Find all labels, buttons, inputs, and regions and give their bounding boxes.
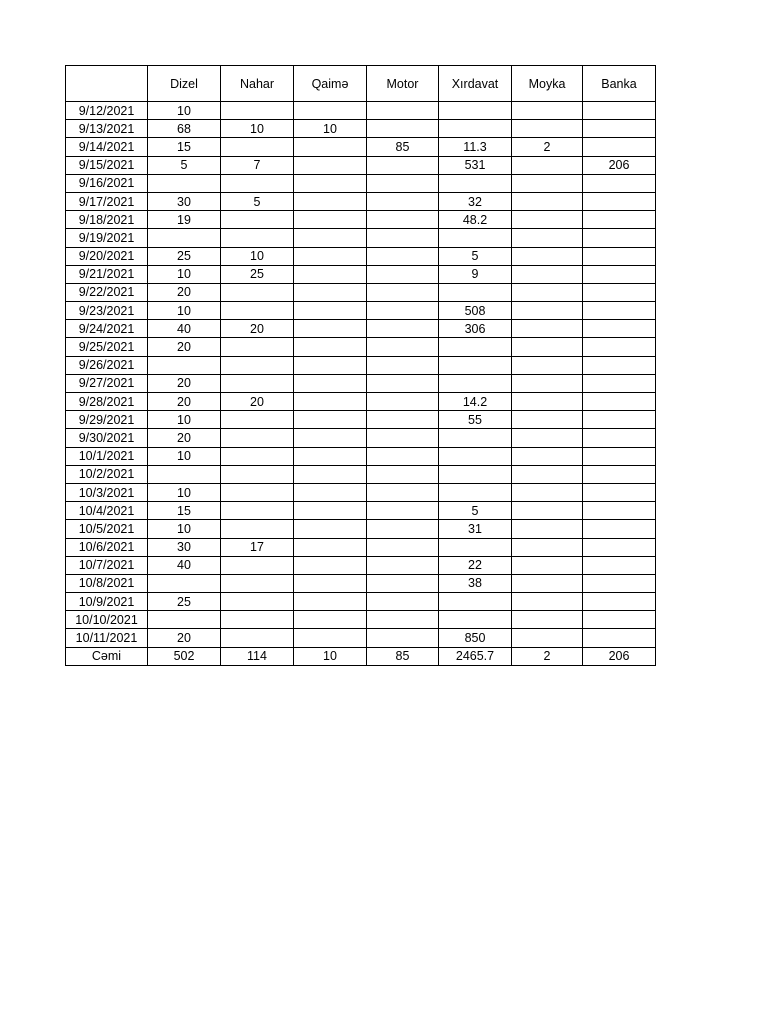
header-nahar[interactable]: Nahar [221, 66, 294, 102]
cell-banka[interactable] [583, 338, 656, 356]
cell-motor[interactable] [367, 574, 439, 592]
cell-dizel[interactable]: 40 [148, 556, 221, 574]
cell-nahar[interactable] [221, 611, 294, 629]
cell-moyka[interactable] [512, 629, 583, 647]
cell-xirdavat[interactable]: 531 [439, 156, 512, 174]
cell-dizel[interactable]: 25 [148, 247, 221, 265]
cell-motor[interactable] [367, 429, 439, 447]
cell-nahar[interactable] [221, 593, 294, 611]
header-xirdavat[interactable]: Xırdavat [439, 66, 512, 102]
cell-motor[interactable] [367, 538, 439, 556]
cell-banka[interactable] [583, 611, 656, 629]
header-banka[interactable]: Banka [583, 66, 656, 102]
cell-motor[interactable] [367, 611, 439, 629]
cell-motor[interactable] [367, 520, 439, 538]
cell-nahar[interactable]: 25 [221, 265, 294, 283]
cell-qaime[interactable] [294, 320, 367, 338]
cell-nahar[interactable] [221, 629, 294, 647]
cell-xirdavat[interactable] [439, 374, 512, 392]
total-moyka[interactable]: 2 [512, 647, 583, 665]
cell-nahar[interactable] [221, 465, 294, 483]
table-row [66, 611, 656, 629]
cell-nahar[interactable] [221, 502, 294, 520]
cell-moyka[interactable] [512, 502, 583, 520]
cell-xirdavat[interactable]: 32 [439, 192, 512, 210]
cell-moyka[interactable] [512, 447, 583, 465]
cell-moyka[interactable] [512, 538, 583, 556]
cell-xirdavat[interactable] [439, 593, 512, 611]
cell-moyka[interactable] [512, 302, 583, 320]
cell-dizel[interactable]: 30 [148, 192, 221, 210]
cell-nahar[interactable] [221, 411, 294, 429]
cell-xirdavat[interactable]: 48.2 [439, 211, 512, 229]
cell-date[interactable]: 9/16/2021 [66, 174, 148, 192]
cell-xirdavat[interactable] [439, 465, 512, 483]
cell-xirdavat[interactable] [439, 120, 512, 138]
cell-xirdavat[interactable] [439, 229, 512, 247]
cell-nahar[interactable] [221, 483, 294, 501]
cell-nahar[interactable] [221, 174, 294, 192]
cell-moyka[interactable] [512, 102, 583, 120]
cell-date[interactable]: 9/17/2021 [66, 192, 148, 210]
table-row [66, 338, 656, 356]
total-nahar[interactable]: 114 [221, 647, 294, 665]
cell-motor[interactable] [367, 411, 439, 429]
cell-dizel[interactable]: 15 [148, 502, 221, 520]
cell-moyka[interactable] [512, 211, 583, 229]
table-row [66, 374, 656, 392]
header-row [66, 66, 656, 102]
cell-qaime[interactable] [294, 447, 367, 465]
cell-xirdavat[interactable] [439, 283, 512, 301]
cell-xirdavat[interactable] [439, 611, 512, 629]
cell-banka[interactable] [583, 356, 656, 374]
table-row [66, 138, 656, 156]
cell-motor[interactable] [367, 283, 439, 301]
cell-banka[interactable] [583, 538, 656, 556]
cell-date[interactable]: 10/2/2021 [66, 465, 148, 483]
cell-dizel[interactable]: 10 [148, 265, 221, 283]
cell-nahar[interactable]: 20 [221, 393, 294, 411]
cell-motor[interactable] [367, 247, 439, 265]
cell-xirdavat[interactable]: 508 [439, 302, 512, 320]
cell-banka[interactable] [583, 520, 656, 538]
cell-xirdavat[interactable] [439, 483, 512, 501]
cell-banka[interactable] [583, 502, 656, 520]
cell-moyka[interactable] [512, 393, 583, 411]
table-row [66, 247, 656, 265]
cell-nahar[interactable]: 7 [221, 156, 294, 174]
cell-qaime[interactable] [294, 538, 367, 556]
cell-qaime[interactable] [294, 265, 367, 283]
cell-dizel[interactable]: 30 [148, 538, 221, 556]
cell-nahar[interactable]: 17 [221, 538, 294, 556]
cell-dizel[interactable]: 5 [148, 156, 221, 174]
cell-nahar[interactable] [221, 211, 294, 229]
header-motor[interactable]: Motor [367, 66, 439, 102]
cell-nahar[interactable]: 10 [221, 247, 294, 265]
cell-moyka[interactable] [512, 374, 583, 392]
cell-motor[interactable] [367, 229, 439, 247]
cell-xirdavat[interactable] [439, 356, 512, 374]
cell-xirdavat[interactable]: 5 [439, 502, 512, 520]
total-motor[interactable]: 85 [367, 647, 439, 665]
cell-motor[interactable] [367, 156, 439, 174]
cell-qaime[interactable] [294, 174, 367, 192]
header-moyka[interactable]: Moyka [512, 66, 583, 102]
cell-banka[interactable] [583, 174, 656, 192]
cell-motor[interactable] [367, 320, 439, 338]
totals-row [66, 647, 656, 665]
cell-moyka[interactable] [512, 192, 583, 210]
cell-motor[interactable] [367, 374, 439, 392]
cell-date[interactable]: 10/1/2021 [66, 447, 148, 465]
cell-moyka[interactable]: 2 [512, 138, 583, 156]
table-row [66, 538, 656, 556]
cell-nahar[interactable] [221, 338, 294, 356]
cell-date[interactable]: 9/27/2021 [66, 374, 148, 392]
table-row [66, 283, 656, 301]
cell-qaime[interactable] [294, 247, 367, 265]
total-qaime[interactable]: 10 [294, 647, 367, 665]
cell-nahar[interactable]: 10 [221, 120, 294, 138]
cell-qaime[interactable] [294, 593, 367, 611]
cell-dizel[interactable]: 25 [148, 593, 221, 611]
cell-date[interactable]: 10/11/2021 [66, 629, 148, 647]
cell-banka[interactable] [583, 120, 656, 138]
cell-nahar[interactable]: 5 [221, 192, 294, 210]
cell-moyka[interactable] [512, 411, 583, 429]
cell-moyka[interactable] [512, 356, 583, 374]
cell-motor[interactable] [367, 338, 439, 356]
cell-qaime[interactable] [294, 556, 367, 574]
cell-motor[interactable] [367, 192, 439, 210]
cell-date[interactable]: 9/18/2021 [66, 211, 148, 229]
cell-date[interactable]: 9/25/2021 [66, 338, 148, 356]
table-row [66, 411, 656, 429]
cell-xirdavat[interactable]: 55 [439, 411, 512, 429]
cell-moyka[interactable] [512, 120, 583, 138]
cell-motor[interactable] [367, 502, 439, 520]
cell-dizel[interactable]: 20 [148, 393, 221, 411]
cell-dizel[interactable]: 10 [148, 447, 221, 465]
cell-qaime[interactable] [294, 411, 367, 429]
cell-xirdavat[interactable] [439, 429, 512, 447]
cell-banka[interactable] [583, 574, 656, 592]
cell-dizel[interactable]: 20 [148, 429, 221, 447]
table-row [66, 502, 656, 520]
cell-xirdavat[interactable] [439, 447, 512, 465]
cell-moyka[interactable] [512, 247, 583, 265]
cell-xirdavat[interactable]: 9 [439, 265, 512, 283]
table-row [66, 447, 656, 465]
cell-date[interactable]: 10/3/2021 [66, 483, 148, 501]
cell-banka[interactable] [583, 138, 656, 156]
cell-qaime[interactable] [294, 574, 367, 592]
cell-qaime[interactable] [294, 302, 367, 320]
cell-moyka[interactable] [512, 465, 583, 483]
cell-xirdavat[interactable]: 850 [439, 629, 512, 647]
cell-motor[interactable] [367, 356, 439, 374]
cell-motor[interactable] [367, 629, 439, 647]
cell-motor[interactable] [367, 465, 439, 483]
total-dizel[interactable]: 502 [148, 647, 221, 665]
cell-date[interactable]: 10/4/2021 [66, 502, 148, 520]
totals-label[interactable]: Cəmi [66, 647, 148, 665]
cell-date[interactable]: 9/13/2021 [66, 120, 148, 138]
cell-motor[interactable] [367, 556, 439, 574]
cell-xirdavat[interactable] [439, 102, 512, 120]
cell-xirdavat[interactable]: 14.2 [439, 393, 512, 411]
table-row [66, 356, 656, 374]
cell-banka[interactable] [583, 283, 656, 301]
table-row [66, 483, 656, 501]
cell-nahar[interactable] [221, 229, 294, 247]
table-row [66, 120, 656, 138]
cell-banka[interactable] [583, 411, 656, 429]
cell-motor[interactable] [367, 265, 439, 283]
cell-nahar[interactable] [221, 283, 294, 301]
cell-dizel[interactable] [148, 174, 221, 192]
cell-date[interactable]: 9/28/2021 [66, 393, 148, 411]
cell-nahar[interactable] [221, 374, 294, 392]
cell-moyka[interactable] [512, 556, 583, 574]
cell-qaime[interactable] [294, 520, 367, 538]
table-row [66, 229, 656, 247]
table-row [66, 465, 656, 483]
table-body [66, 102, 656, 648]
cell-banka[interactable] [583, 192, 656, 210]
cell-motor[interactable] [367, 393, 439, 411]
cell-dizel[interactable] [148, 574, 221, 592]
cell-banka[interactable] [583, 556, 656, 574]
table-row [66, 429, 656, 447]
cell-moyka[interactable] [512, 174, 583, 192]
cell-motor[interactable] [367, 593, 439, 611]
expense-table [65, 65, 656, 666]
cell-qaime[interactable] [294, 374, 367, 392]
cell-nahar[interactable] [221, 102, 294, 120]
cell-moyka[interactable] [512, 574, 583, 592]
cell-nahar[interactable] [221, 356, 294, 374]
cell-banka[interactable] [583, 629, 656, 647]
cell-xirdavat[interactable] [439, 338, 512, 356]
cell-qaime[interactable] [294, 138, 367, 156]
header-date[interactable] [66, 66, 148, 102]
cell-banka[interactable] [583, 447, 656, 465]
cell-xirdavat[interactable] [439, 538, 512, 556]
cell-date[interactable]: 9/12/2021 [66, 102, 148, 120]
table-row [66, 520, 656, 538]
cell-dizel[interactable]: 68 [148, 120, 221, 138]
cell-moyka[interactable] [512, 338, 583, 356]
cell-moyka[interactable] [512, 429, 583, 447]
cell-date[interactable]: 9/21/2021 [66, 265, 148, 283]
cell-xirdavat[interactable]: 5 [439, 247, 512, 265]
cell-date[interactable]: 10/5/2021 [66, 520, 148, 538]
cell-date[interactable]: 9/23/2021 [66, 302, 148, 320]
cell-moyka[interactable] [512, 320, 583, 338]
table-row [66, 156, 656, 174]
cell-motor[interactable] [367, 211, 439, 229]
cell-moyka[interactable] [512, 593, 583, 611]
cell-nahar[interactable] [221, 556, 294, 574]
table-row [66, 593, 656, 611]
cell-date[interactable]: 10/6/2021 [66, 538, 148, 556]
cell-dizel[interactable]: 20 [148, 374, 221, 392]
cell-date[interactable]: 9/24/2021 [66, 320, 148, 338]
cell-banka[interactable] [583, 483, 656, 501]
cell-nahar[interactable] [221, 429, 294, 447]
cell-banka[interactable] [583, 211, 656, 229]
cell-qaime[interactable]: 10 [294, 120, 367, 138]
cell-motor[interactable] [367, 483, 439, 501]
cell-qaime[interactable] [294, 156, 367, 174]
cell-banka[interactable] [583, 374, 656, 392]
cell-dizel[interactable]: 40 [148, 320, 221, 338]
cell-qaime[interactable] [294, 611, 367, 629]
cell-xirdavat[interactable] [439, 174, 512, 192]
cell-moyka[interactable] [512, 265, 583, 283]
cell-date[interactable]: 9/20/2021 [66, 247, 148, 265]
cell-qaime[interactable] [294, 192, 367, 210]
cell-dizel[interactable]: 15 [148, 138, 221, 156]
cell-banka[interactable] [583, 320, 656, 338]
cell-motor[interactable] [367, 302, 439, 320]
table-row [66, 629, 656, 647]
cell-moyka[interactable] [512, 483, 583, 501]
cell-qaime[interactable] [294, 102, 367, 120]
cell-nahar[interactable] [221, 302, 294, 320]
cell-dizel[interactable]: 20 [148, 283, 221, 301]
cell-date[interactable]: 9/26/2021 [66, 356, 148, 374]
cell-qaime[interactable] [294, 211, 367, 229]
cell-qaime[interactable] [294, 229, 367, 247]
cell-banka[interactable]: 206 [583, 156, 656, 174]
cell-qaime[interactable] [294, 338, 367, 356]
cell-motor[interactable] [367, 102, 439, 120]
total-xirdavat[interactable]: 2465.7 [439, 647, 512, 665]
cell-banka[interactable] [583, 102, 656, 120]
table-row [66, 320, 656, 338]
cell-nahar[interactable]: 20 [221, 320, 294, 338]
cell-banka[interactable] [583, 429, 656, 447]
cell-date[interactable]: 10/10/2021 [66, 611, 148, 629]
cell-moyka[interactable] [512, 283, 583, 301]
table-row [66, 102, 656, 120]
header-dizel[interactable]: Dizel [148, 66, 221, 102]
table-row [66, 211, 656, 229]
cell-moyka[interactable] [512, 611, 583, 629]
cell-banka[interactable] [583, 465, 656, 483]
cell-motor[interactable]: 85 [367, 138, 439, 156]
cell-dizel[interactable]: 20 [148, 338, 221, 356]
cell-xirdavat[interactable]: 38 [439, 574, 512, 592]
cell-qaime[interactable] [294, 356, 367, 374]
cell-banka[interactable] [583, 229, 656, 247]
cell-qaime[interactable] [294, 483, 367, 501]
cell-banka[interactable] [583, 247, 656, 265]
cell-date[interactable]: 10/8/2021 [66, 574, 148, 592]
cell-nahar[interactable] [221, 520, 294, 538]
cell-banka[interactable] [583, 593, 656, 611]
cell-dizel[interactable]: 20 [148, 629, 221, 647]
cell-qaime[interactable] [294, 465, 367, 483]
cell-nahar[interactable] [221, 574, 294, 592]
cell-qaime[interactable] [294, 429, 367, 447]
table-row [66, 192, 656, 210]
cell-banka[interactable] [583, 265, 656, 283]
cell-qaime[interactable] [294, 502, 367, 520]
cell-banka[interactable] [583, 393, 656, 411]
cell-qaime[interactable] [294, 629, 367, 647]
cell-qaime[interactable] [294, 283, 367, 301]
cell-dizel[interactable] [148, 465, 221, 483]
table-row [66, 265, 656, 283]
cell-date[interactable]: 10/9/2021 [66, 593, 148, 611]
cell-dizel[interactable]: 10 [148, 102, 221, 120]
cell-date[interactable]: 9/30/2021 [66, 429, 148, 447]
header-qaime[interactable]: Qaimə [294, 66, 367, 102]
cell-xirdavat[interactable]: 31 [439, 520, 512, 538]
cell-xirdavat[interactable]: 22 [439, 556, 512, 574]
cell-nahar[interactable] [221, 138, 294, 156]
cell-dizel[interactable] [148, 229, 221, 247]
cell-date[interactable]: 9/14/2021 [66, 138, 148, 156]
cell-moyka[interactable] [512, 229, 583, 247]
table-row [66, 556, 656, 574]
cell-date[interactable]: 9/29/2021 [66, 411, 148, 429]
total-banka[interactable]: 206 [583, 647, 656, 665]
cell-date[interactable]: 9/22/2021 [66, 283, 148, 301]
table-row [66, 302, 656, 320]
cell-dizel[interactable]: 10 [148, 483, 221, 501]
cell-motor[interactable] [367, 174, 439, 192]
cell-moyka[interactable] [512, 156, 583, 174]
cell-dizel[interactable]: 19 [148, 211, 221, 229]
cell-date[interactable]: 10/7/2021 [66, 556, 148, 574]
cell-date[interactable]: 9/19/2021 [66, 229, 148, 247]
cell-dizel[interactable]: 10 [148, 520, 221, 538]
cell-qaime[interactable] [294, 393, 367, 411]
cell-xirdavat[interactable]: 11.3 [439, 138, 512, 156]
cell-moyka[interactable] [512, 520, 583, 538]
cell-dizel[interactable] [148, 356, 221, 374]
cell-motor[interactable] [367, 447, 439, 465]
cell-dizel[interactable]: 10 [148, 302, 221, 320]
cell-dizel[interactable] [148, 611, 221, 629]
table-row [66, 174, 656, 192]
table-row [66, 393, 656, 411]
cell-date[interactable]: 9/15/2021 [66, 156, 148, 174]
cell-nahar[interactable] [221, 447, 294, 465]
cell-dizel[interactable]: 10 [148, 411, 221, 429]
spreadsheet-sheet [65, 65, 656, 666]
table-row [66, 574, 656, 592]
cell-motor[interactable] [367, 120, 439, 138]
cell-xirdavat[interactable]: 306 [439, 320, 512, 338]
cell-banka[interactable] [583, 302, 656, 320]
